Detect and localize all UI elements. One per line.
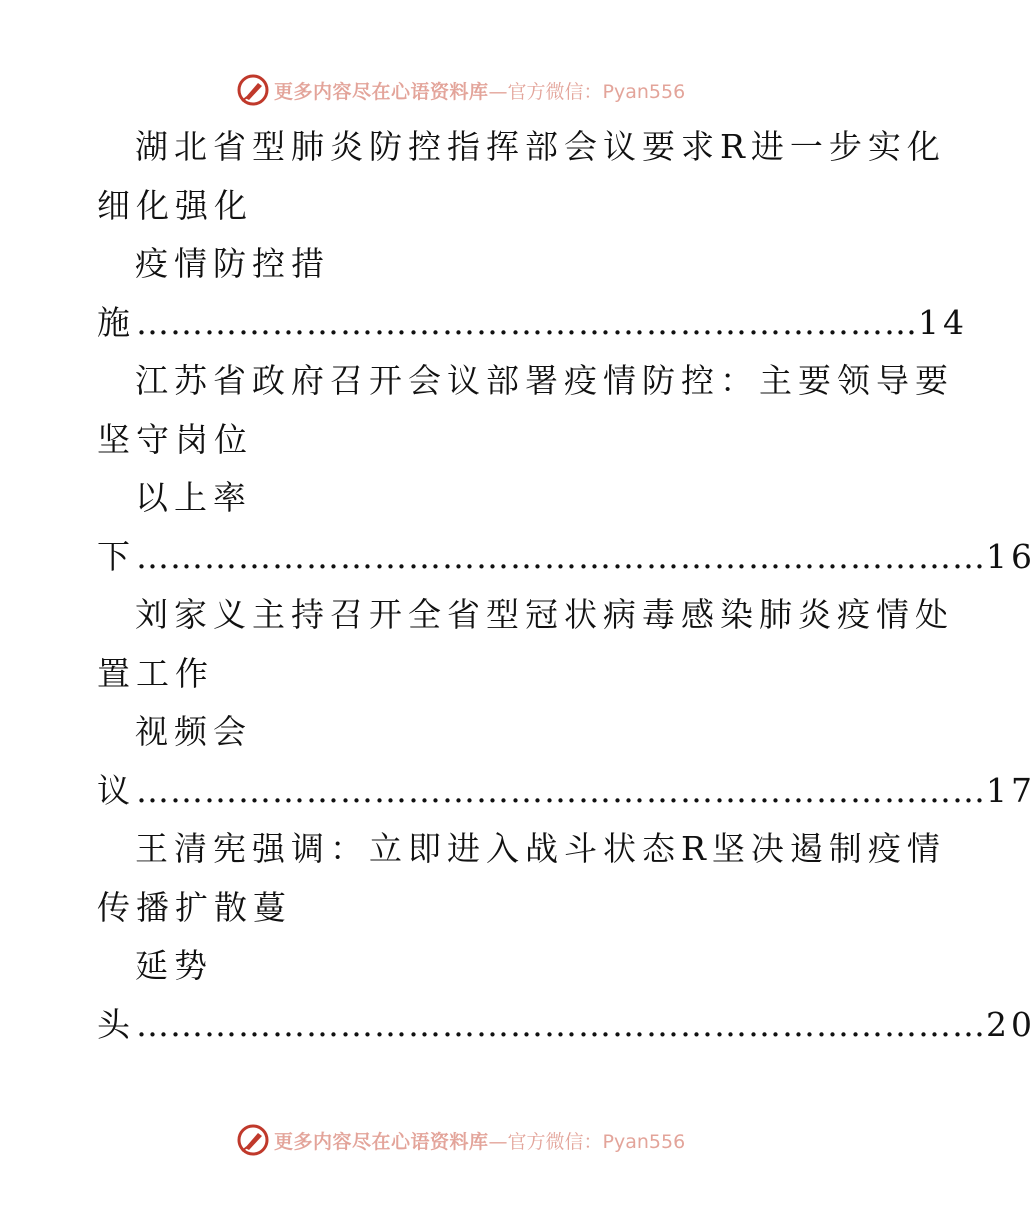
toc-entry[interactable] bbox=[97, 586, 1036, 820]
watermark-text: 更多内容尽在心语资料库 bbox=[274, 1130, 489, 1153]
toc-entry-title: 刘家义主持召开全省型冠状病毒感染肺炎疫情处 bbox=[135, 595, 954, 634]
table-of-contents bbox=[97, 118, 1036, 1054]
toc-entry-title: 湖北省型肺炎防控指挥部会议要求R进一步实化 bbox=[135, 127, 946, 166]
toc-entry-last-char: 议 bbox=[97, 770, 136, 810]
toc-entry-subtitle: 视频会 bbox=[135, 712, 252, 751]
toc-entry-last-char: 下 bbox=[97, 536, 136, 576]
toc-entry[interactable] bbox=[97, 820, 1036, 1054]
toc-entry-title-cont: 置工作 bbox=[97, 653, 214, 693]
toc-entry-leader-line bbox=[97, 528, 1036, 587]
toc-entry-title: 江苏省政府召开会议部署疫情防控：主要领导要 bbox=[135, 361, 954, 400]
toc-entry[interactable] bbox=[97, 118, 968, 352]
toc-entry-leader-line bbox=[97, 294, 968, 353]
dot-leader: ………………………………………………………………… bbox=[136, 536, 986, 576]
toc-entry-last-char: 头 bbox=[97, 1004, 136, 1044]
dot-leader: …………………………………………………………… bbox=[136, 302, 918, 342]
toc-entry-title: 王清宪强调：立即进入战斗状态R坚决遏制疫情 bbox=[135, 829, 946, 868]
watermark-contact: —官方微信：Pyan556 bbox=[488, 1130, 686, 1153]
toc-entry-title-cont: 传播扩散蔓 bbox=[97, 887, 292, 927]
pen-logo-icon bbox=[236, 73, 270, 107]
toc-entry-subtitle: 疫情防控措 bbox=[135, 244, 330, 283]
page-number: 16 bbox=[986, 536, 1036, 576]
toc-entry-last-char: 施 bbox=[97, 302, 136, 342]
dot-leader: ………………………………………………………………… bbox=[136, 770, 986, 810]
toc-entry-leader-line bbox=[97, 996, 1036, 1055]
watermark-text: 更多内容尽在心语资料库 bbox=[274, 80, 489, 103]
toc-entry-subtitle: 延势 bbox=[135, 946, 213, 985]
watermark-contact: —官方微信：Pyan556 bbox=[488, 80, 686, 103]
dot-leader: ………………………………………………………………… bbox=[136, 1004, 986, 1044]
header-watermark bbox=[236, 72, 685, 108]
footer-watermark bbox=[236, 1122, 685, 1158]
toc-entry-title-cont: 细化强化 bbox=[97, 185, 253, 225]
page-number: 17 bbox=[986, 770, 1036, 810]
toc-entry-subtitle: 以上率 bbox=[135, 478, 252, 517]
pen-logo-icon bbox=[236, 1123, 270, 1157]
toc-entry-title-cont: 坚守岗位 bbox=[97, 419, 253, 459]
toc-entry[interactable] bbox=[97, 352, 1036, 586]
page-number: 20 bbox=[986, 1004, 1036, 1044]
page-number: 14 bbox=[918, 302, 968, 342]
toc-entry-leader-line bbox=[97, 762, 1036, 821]
